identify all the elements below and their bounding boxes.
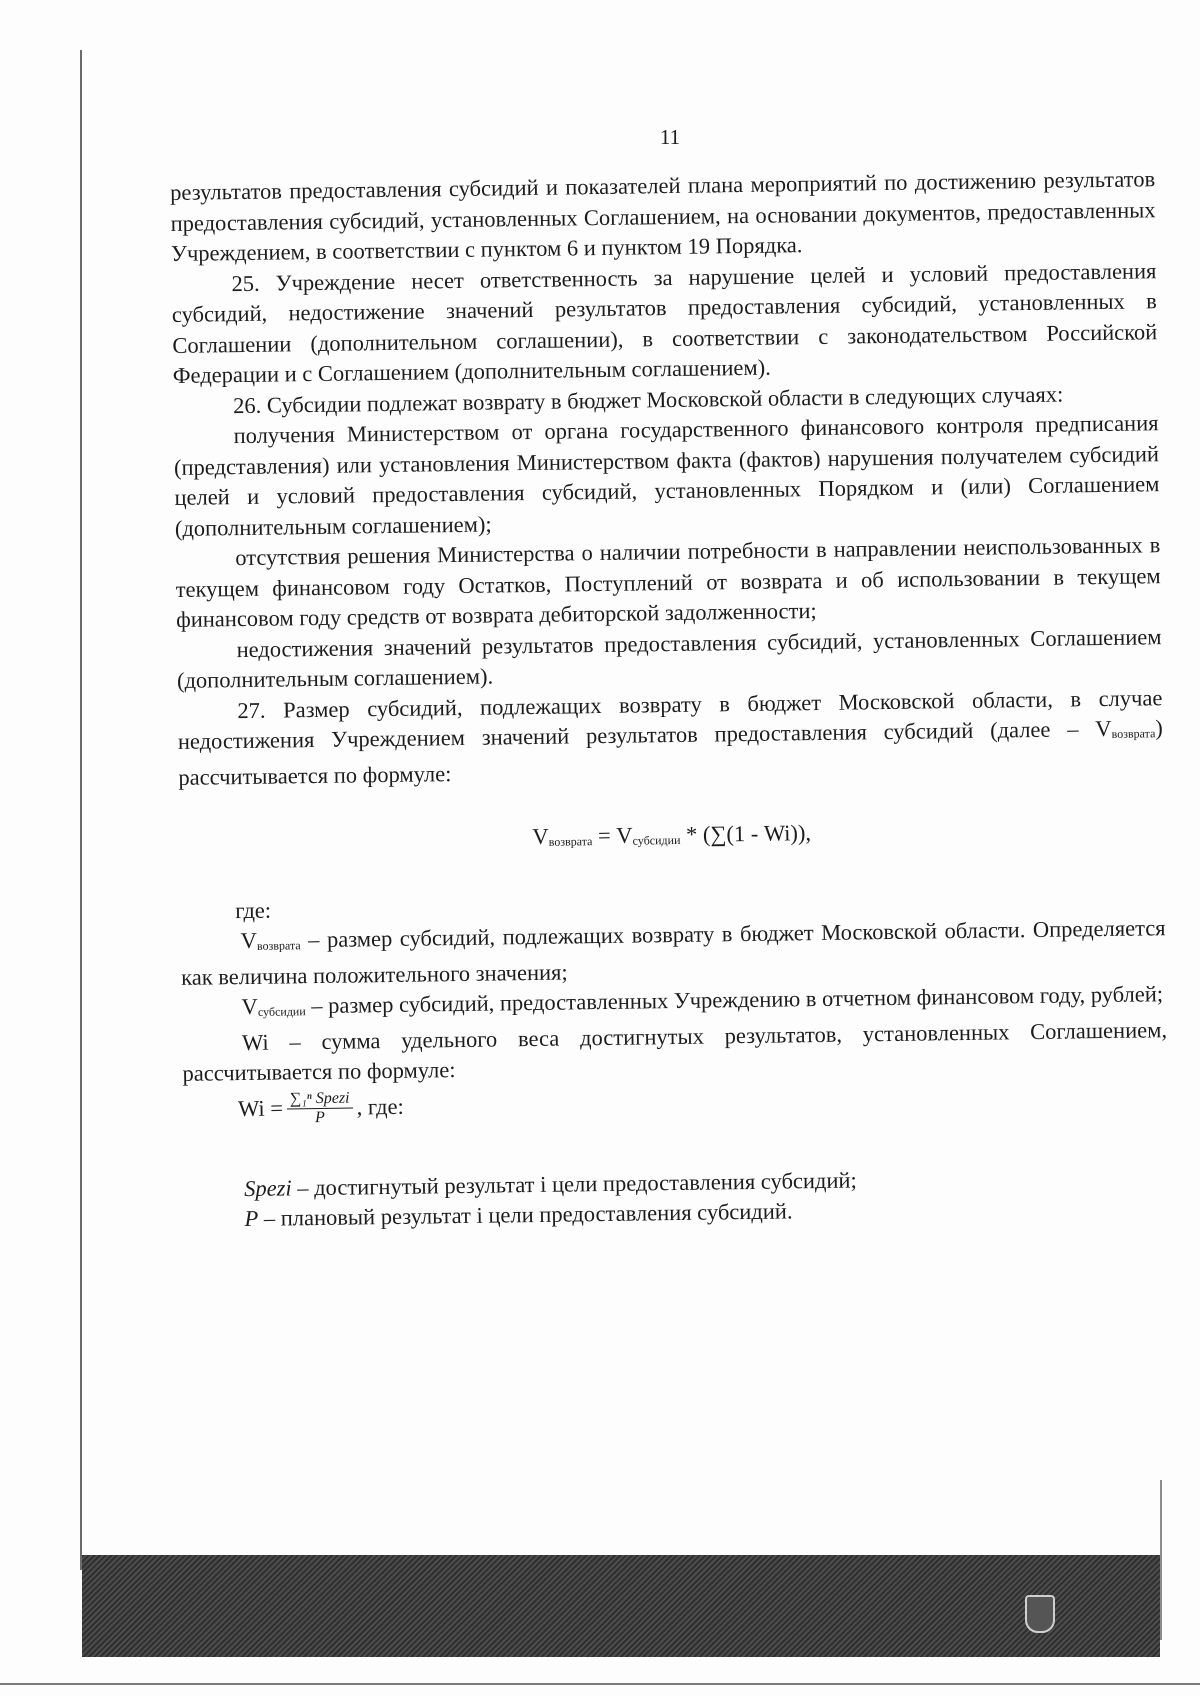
wi-fraction	[287, 1089, 353, 1127]
wi-formula-suffix: , где:	[356, 1093, 404, 1120]
bottom-edge-line	[0, 1683, 1200, 1685]
paragraph-27-text-end: ) рассчитывается по формуле:	[178, 715, 1163, 790]
left-margin-line	[80, 50, 82, 1570]
paragraph-26: 26. Субсидии подлежат возврату в бюджет Московской области в следующих случаях:	[233, 381, 1064, 418]
paragraph-27-text: 27. Размер субсидий, подлежащих возврату в бюджет Московской области, в случае недостижения Учреждением значений результатов предоставления субсидий (далее – V	[177, 684, 1163, 754]
coat-of-arms-emblem-icon	[1025, 1595, 1055, 1633]
wi-fraction-numerator: ∑₁ⁿ Spezi	[287, 1089, 353, 1109]
paragraph-27-subscript: возврата	[1111, 726, 1156, 741]
definition-p: P – плановый результат i цели предоставления субсидий.	[244, 1198, 793, 1232]
return-formula: Vвозврата = Vсубсидии * (∑(1 - Wi)),	[532, 820, 812, 850]
paragraph-27	[177, 683, 1163, 793]
paragraph-26-item-3: недостижения значений результатов предоставления субсидий, установленных Соглашением (дополнительным соглашением).	[176, 623, 1162, 693]
wi-formula-lhs: Wi =	[237, 1095, 284, 1121]
paragraph-26-item-1: получения Министерством от органа государственного финансового контроля предписания (представления) или установления Министерством факта (фактов) нарушения получателем субсидий целей и условий предоставления субсидий, установленных Порядком и (или) Соглашением (дополнительным соглашением);	[173, 410, 1160, 541]
definition-spez: Spezi – достигнутый результат i цели предоставления субсидий;	[243, 1167, 857, 1201]
paragraph-25: 25. Учреждение несет ответственность за нарушение целей и условий предоставления субсидий, недостижение значений результатов предоставления субсидий, установленных в Соглашении (дополнительном соглашении), в соответствии с законодательством Российской Федерации и с Соглашением (дополнительным соглашением).	[171, 257, 1158, 388]
where-label: где:	[235, 897, 272, 923]
definition-v-return: Vвозврата – размер субсидий, подлежащих возврату в бюджет Московской области. Определяется как величина положительного значения;	[180, 915, 1166, 990]
scan-footer-band	[82, 1555, 1160, 1657]
paragraph-26-item-2: отсутствия решения Министерства о наличии потребности в направлении неиспользованных в текущем финансовом году Остатков, Поступлений от возврата и об использовании в текущем финансовом году средств от возврата дебиторской задолженности;	[175, 532, 1161, 632]
wi-fraction-denominator: P	[314, 1108, 325, 1126]
right-margin-line	[1160, 1480, 1162, 1640]
definition-v-subsidy: Vсубсидии – размер субсидий, предоставленных Учреждению в отчетном финансовом году, рублей;	[241, 981, 1164, 1020]
definition-wi: Wi – сумма удельного веса достигнутых результатов, установленных Соглашением, рассчитывается по формуле:	[182, 1016, 1168, 1086]
document-body	[170, 164, 1170, 1235]
page-number: 11	[659, 125, 681, 149]
paragraph-continuation: результатов предоставления субсидий и показателей плана мероприятий по достижению результатов предоставления субсидий, установленных Соглашением, на основании документов, предоставленных Учреждением, в соответствии с пунктом 6 и пунктом 19 Порядка.	[170, 166, 1156, 266]
